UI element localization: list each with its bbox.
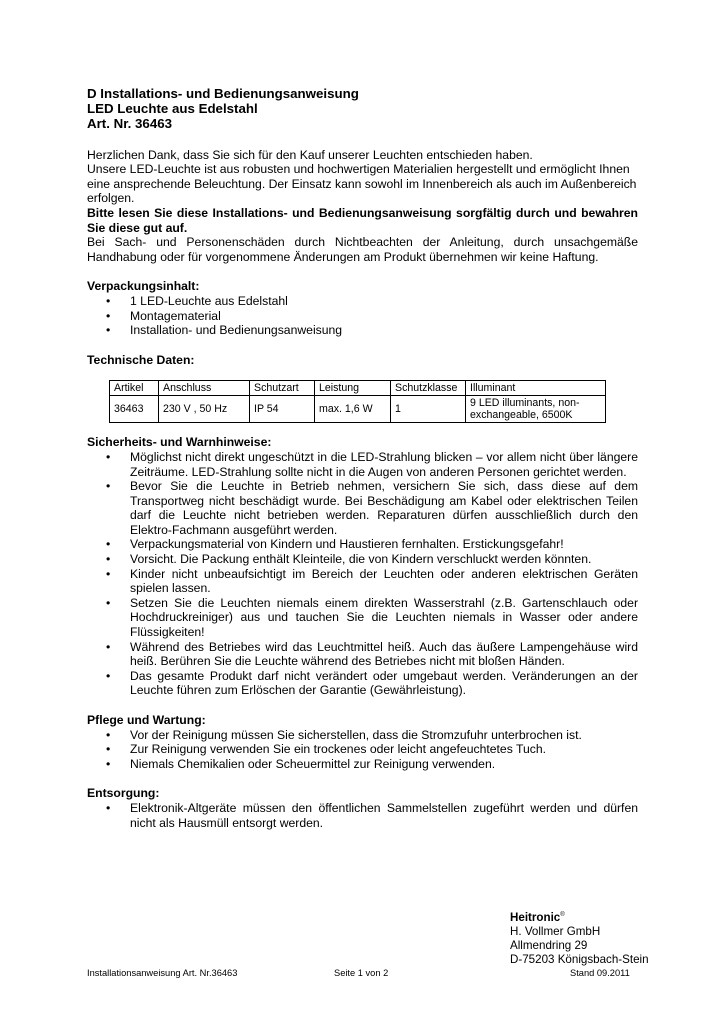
care-list: [87, 728, 638, 772]
safety-heading: Sicherheits- und Warnhinweise:: [87, 435, 272, 450]
table-header-cell: Anschluss: [159, 381, 250, 396]
list-item: • Das gesamte Produkt darf nicht verändert oder umgebaut werden. Veränderungen an der Leuchte führen zum Erlöschen der Garantie (Gewährleistung).: [106, 668, 638, 698]
table-header-cell: Leistung: [315, 381, 391, 396]
table-header-cell: Schutzklasse: [391, 381, 466, 396]
footer-document-ref: Installationsanweisung Art. Nr.36463: [87, 968, 238, 978]
company-brand: Heitronic®: [510, 910, 565, 924]
safety-list: [87, 450, 638, 698]
list-item: • Setzen Sie die Leuchten niemals einem direkten Wasserstrahl (z.B. Gartenschlauch oder Hochdruckreiniger) aus und tauchen Sie die Leuchten niemals in Wasser oder andere Flüssigkeiten!: [106, 595, 638, 640]
disposal-heading: Entsorgung:: [87, 786, 160, 801]
bullet-icon: •: [106, 639, 111, 654]
bullet-icon: •: [106, 479, 111, 494]
footer-date: Stand 09.2011: [570, 968, 630, 978]
bullet-icon: •: [106, 566, 111, 581]
intro-description: Unsere LED-Leuchte ist aus robusten und hochwertigen Materialien hergestellt und ermöglicht Ihnen eine ansprechende Beleuchtung. Der Einsatz kann sowohl im Innenbereich als auch im Außenbereich erfolgen.: [87, 162, 637, 206]
bullet-icon: •: [106, 742, 111, 757]
list-item: • Verpackungsmaterial von Kindern und Haustieren fernhalten. Erstickungsgefahr!: [106, 537, 564, 552]
document-body: [87, 86, 638, 830]
list-item: • Niemals Chemikalien oder Scheuermittel zur Reinigung verwenden.: [106, 756, 496, 771]
read-notice: Bitte lesen Sie diese Installations- und Bedienungsanweisung sorgfältig durch und bewahren Sie diese gut auf.: [87, 205, 638, 235]
list-item: • Montagematerial: [106, 308, 221, 323]
bullet-icon: •: [106, 595, 111, 610]
intro-thanks: Herzlichen Dank, dass Sie sich für den Kauf unserer Leuchten entschieden haben.: [87, 147, 533, 162]
document-title-line3: Art. Nr. 36463: [87, 116, 173, 132]
table-header-cell: Illuminant: [466, 381, 606, 396]
registered-mark: ®: [560, 912, 565, 918]
footer-page-number: Seite 1 von 2: [334, 968, 389, 978]
list-item: • Vorsicht. Die Packung enthält Kleinteile, die von Kindern verschluckt werden könnten.: [106, 552, 592, 567]
tech-data-table: [109, 380, 606, 423]
document-title-line2: LED Leuchte aus Edelstahl: [87, 101, 258, 117]
list-item: • Elektronik-Altgeräte müssen den öffentlichen Sammelstellen zugeführt werden und dürfen nicht als Hausmüll entsorgt werden.: [106, 800, 638, 830]
list-item: • Zur Reinigung verwenden Sie ein trockenes oder leicht angefeuchtetes Tuch.: [106, 742, 546, 757]
list-item: • Kinder nicht unbeaufsichtigt im Bereich der Leuchten oder anderen elektrischen Geräten spielen lassen.: [106, 566, 638, 596]
bullet-icon: •: [106, 552, 111, 567]
table-header-cell: Schutzart: [250, 381, 315, 396]
liability-notice: Bei Sach- und Personenschäden durch Nichtbeachten der Anleitung, durch unsachgemäße Handhabung oder für vorgenommene Änderungen am Produkt übernehmen wir keine Haftung.: [87, 235, 638, 264]
list-item: • Vor der Reinigung müssen Sie sicherstellen, dass die Stromzufuhr unterbrochen ist.: [106, 727, 582, 742]
bullet-icon: •: [106, 308, 111, 323]
bullet-icon: •: [106, 449, 111, 464]
list-item: • Während des Betriebes wird das Leuchtmittel heiß. Auch das äußere Lampengehäuse wird heiß. Berühren Sie die Leuchte während des Betriebes nicht mit bloßen Händen.: [106, 639, 638, 669]
table-cell: 1: [391, 396, 466, 423]
bullet-icon: •: [106, 537, 111, 552]
table-cell: IP 54: [250, 396, 315, 423]
bullet-icon: •: [106, 323, 111, 338]
bullet-icon: •: [106, 756, 111, 771]
tech-heading: Technische Daten:: [87, 352, 195, 367]
list-item: • Möglichst nicht direkt ungeschützt in die LED-Strahlung blicken – vor allem nicht über längere Zeiträume. LED-Strahlung sollte nicht in die Augen von anderen Personen gerichtet werden.: [106, 449, 638, 479]
table-cell: 36463: [110, 396, 159, 423]
company-city: D-75203 Königsbach-Stein: [510, 952, 649, 966]
bullet-icon: •: [106, 293, 111, 308]
bullet-icon: •: [106, 800, 111, 815]
list-item: • Bevor Sie die Leuchte in Betrieb nehmen, versichern Sie sich, dass diese auf dem Transportweg nicht beschädigt wurde. Bei Beschädigung am Kabel oder elektrischen Teilen darf die Leuchte nicht betrieben werden. Reparaturen dürfen ausschließlich durch den Elektro-Fachmann ausgeführt werden.: [106, 479, 638, 537]
bullet-icon: •: [106, 727, 111, 742]
table-header-cell: Artikel: [110, 381, 159, 396]
list-item: • 1 LED-Leuchte aus Edelstahl: [106, 293, 288, 308]
table-cell: max. 1,6 W: [315, 396, 391, 423]
bullet-icon: •: [106, 668, 111, 683]
list-item: • Installation- und Bedienungsanweisung: [106, 323, 343, 338]
table-cell: 230 V , 50 Hz: [159, 396, 250, 423]
care-heading: Pflege und Wartung:: [87, 713, 206, 728]
company-street: Allmendring 29: [510, 938, 588, 952]
package-heading: Verpackungsinhalt:: [87, 279, 200, 294]
table-cell: 9 LED illuminants, non-exchangeable, 6500K: [466, 396, 606, 423]
table-row: [110, 396, 606, 423]
company-address: [510, 908, 649, 967]
document-title-line1: D Installations- und Bedienungsanweisung: [87, 86, 359, 101]
table-header-row: [110, 381, 606, 396]
package-list: [87, 294, 638, 338]
disposal-list: [87, 801, 638, 830]
company-name: H. Vollmer GmbH: [510, 924, 601, 938]
